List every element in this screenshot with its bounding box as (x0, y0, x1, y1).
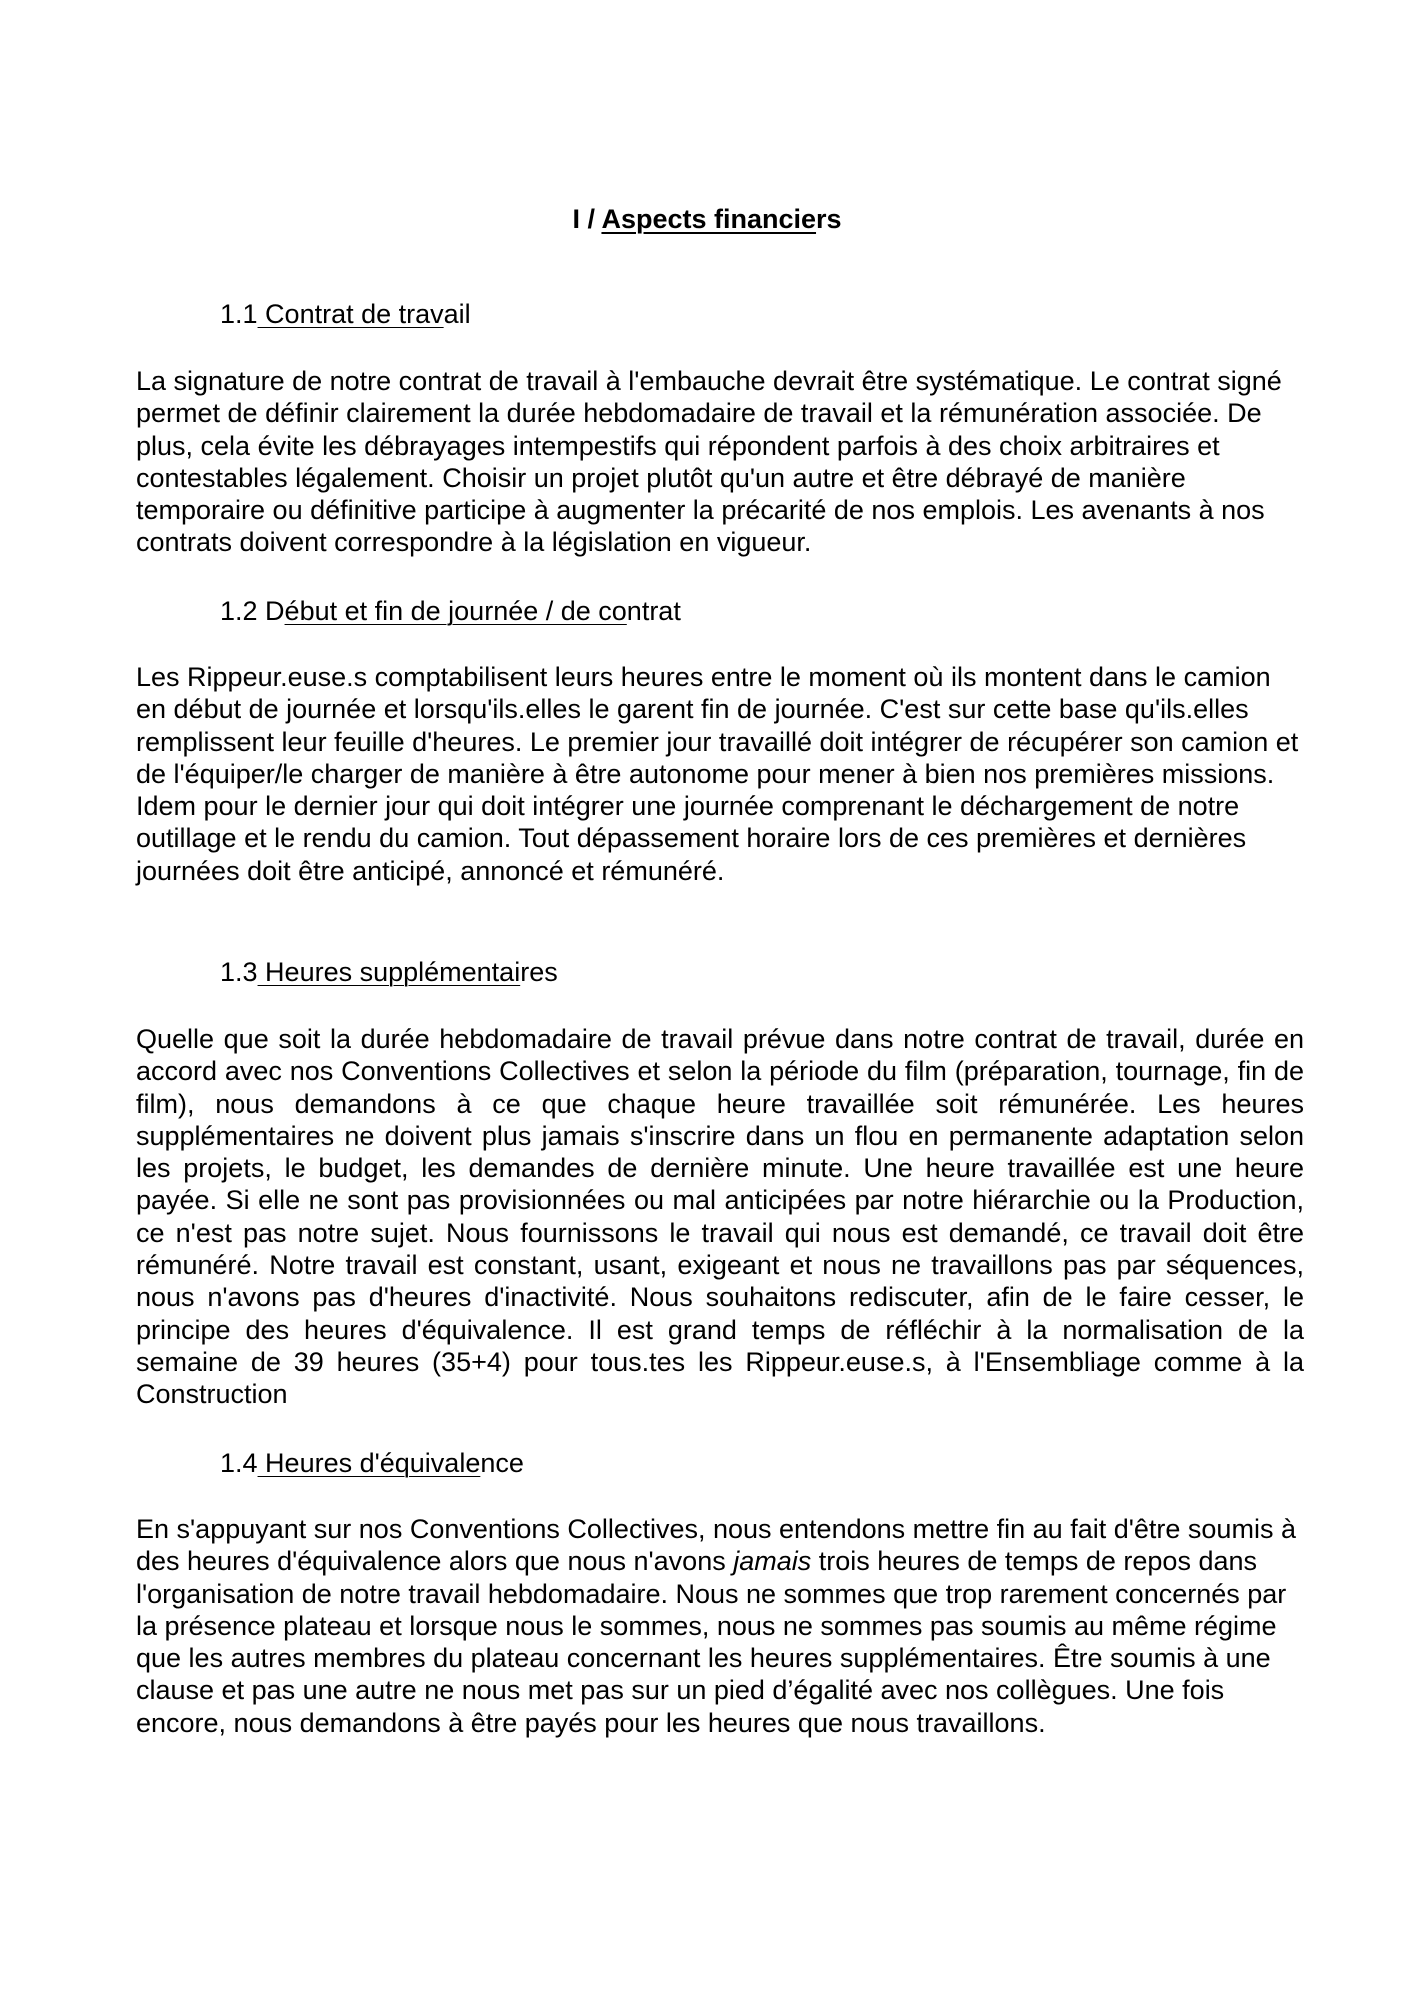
section-heading-1-1 (136, 298, 1304, 330)
paragraph-text: En s'appuyant sur nos Conventions Collectives, nous entendons mettre fin au fait d'être soumis à des heures d'équivalence alors que nous n'avons (136, 1514, 1296, 1577)
section-body-1-3 (136, 1023, 1304, 1411)
heading-suffix: ail (443, 299, 471, 329)
page-title-underlined: Aspects financie (601, 204, 817, 234)
page-title (0, 202, 1414, 236)
heading-prefix: 1.2 D (220, 596, 285, 626)
paragraph: Quelle que soit la durée hebdomadaire de travail prévue dans notre contrat de travail, durée en accord avec nos Conventions Collectives et selon la période du film (préparation, tournage, fin de film), nous demandons à ce que chaque heure travaillée soit rémunérée. Les heures supplémentaires ne doivent plus jamais s'inscrire dans un flou en permanente adaptation selon les projets, le budget, les demandes de dernière minute. Une heure travaillée est une heure payée. Si elle ne sont pas provisionnées ou mal anticipées par notre hiérarchie ou la Production, ce n'est pas notre sujet. Nous fournissons le travail qui nous est demandé, ce travail doit être rémunéré. Notre travail est constant, usant, exigeant et nous ne travaillons pas par séquences, nous n'avons pas d'heures d'inactivité. Nous souhaitons rediscuter, afin de le faire cesser, le principe des heures d'équivalence. Il est grand temps de réfléchir à la normalisation de la semaine de 39 heures (35+4) pour tous.tes les Rippeur.euse.s, à l'Ensembliage comme à la Construction (136, 1024, 1304, 1410)
paragraph: Les Rippeur.euse.s comptabilisent leurs heures entre le moment où ils montent dans le camion en début de journée et lorsqu'ils.elles le garent fin de journée. C'est sur cette base qu'ils.elles remplissent leur feuille d'heures. Le premier jour travaillé doit intégrer de récupérer son camion et de l'équiper/le charger de manière à être autonome pour mener à bien nos premières missions. Idem pour le dernier jour qui doit intégrer une journée comprenant le déchargement de notre outillage et le rendu du camion. Tout dépassement horaire lors de ces premières et dernières journées doit être anticipé, annoncé et rémunéré. (136, 662, 1299, 886)
heading-underlined: Heures supplémentai (257, 957, 521, 987)
section-heading-1-2 (136, 595, 1304, 627)
section-heading-1-4 (136, 1447, 1304, 1479)
heading-suffix: res (520, 957, 558, 987)
paragraph: La signature de notre contrat de travail à l'embauche devrait être systématique. Le contrat signé permet de définir clairement la durée hebdomadaire de travail et la rémunération associée. De plus, cela évite les débrayages intempestifs qui répondent parfois à des choix arbitraires et contestables légalement. Choisir un projet plutôt qu'un autre et être débrayé de manière temporaire ou définitive participe à augmenter la précarité de nos emplois. Les avenants à nos contrats doivent correspondre à la législation en vigueur. (136, 366, 1282, 558)
emphasis-text: jamais (733, 1546, 812, 1577)
heading-suffix: ntrat (626, 596, 681, 626)
heading-prefix: 1.1 (220, 299, 258, 329)
page-title-suffix: rs (816, 204, 842, 234)
section-body-1-2 (136, 661, 1304, 887)
paragraph (136, 1513, 1304, 1739)
heading-underlined: Contrat de trav (257, 299, 444, 329)
section-body-1-4 (136, 1513, 1304, 1739)
heading-suffix: nce (480, 1448, 524, 1478)
heading-underlined: ébut et fin de journée / de co (284, 596, 627, 626)
heading-prefix: 1.4 (220, 1448, 258, 1478)
section-heading-1-3 (136, 956, 1304, 988)
page-title-prefix: I / (572, 204, 602, 234)
heading-underlined: Heures d'équivale (257, 1448, 481, 1478)
paragraph-text: trois heures de temps de repos dans l'organisation de notre travail hebdomadaire. Nous ne sommes que trop rarement concernés par la présence plateau et lorsque nous le sommes, nous ne sommes pas soumis au même régime que les autres membres du plateau concernant les heures supplémentaires. Être soumis à une clause et pas une autre ne nous met pas sur un pied d’égalité avec nos collègues. Une fois encore, nous demandons à être payés pour les heures que nous travaillons. (136, 1546, 1287, 1738)
heading-prefix: 1.3 (220, 957, 258, 987)
section-body-1-1 (136, 365, 1304, 559)
